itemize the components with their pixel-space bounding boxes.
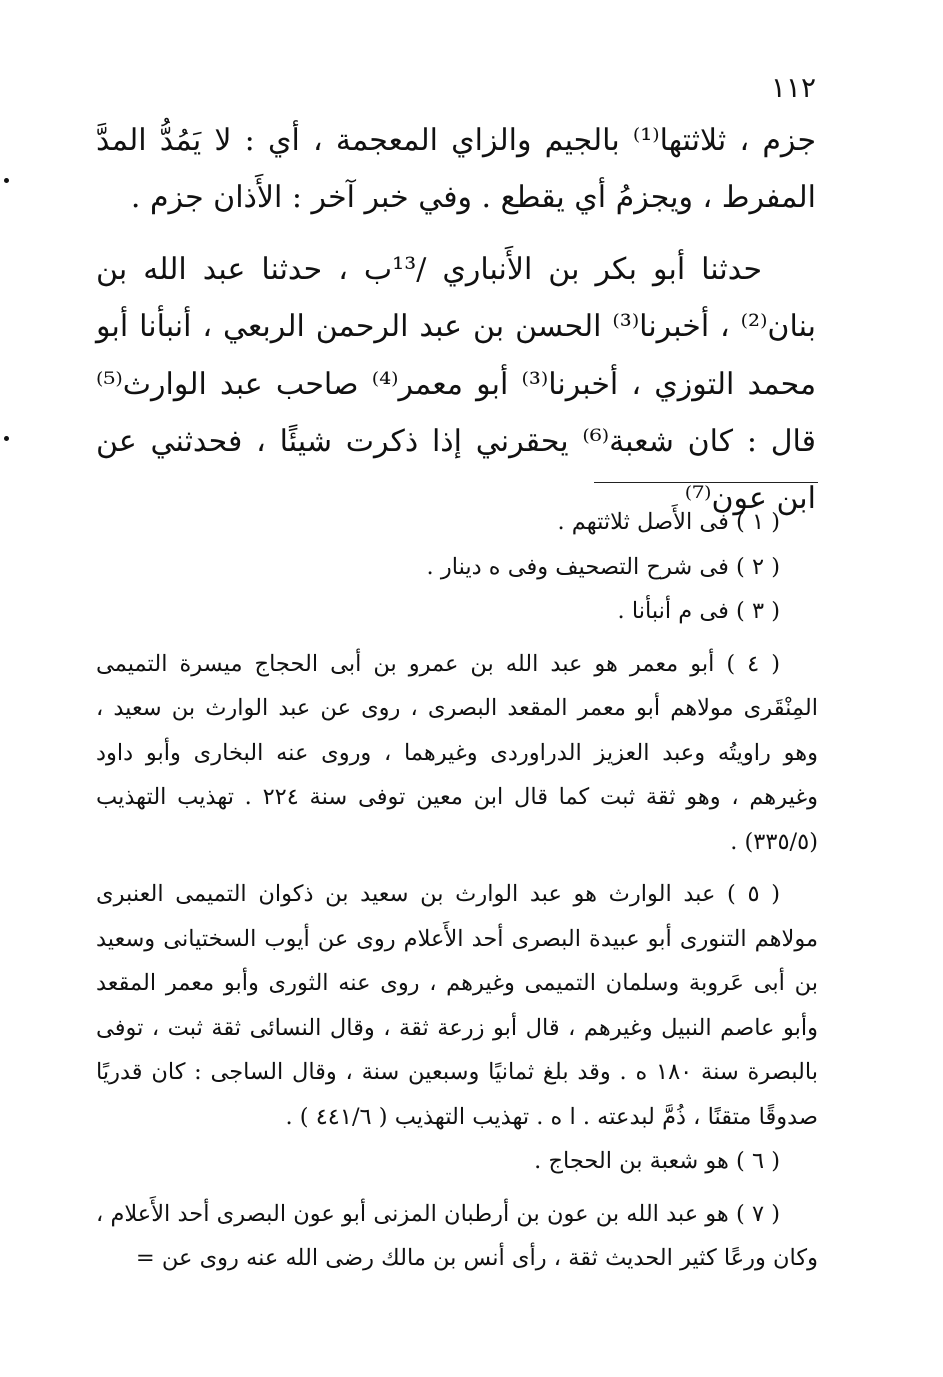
footnotes bbox=[96, 500, 818, 1281]
scan-mark bbox=[4, 436, 9, 441]
main-paragraph: حدثنا أبو بكر بن الأَنباري /¹³ب ، حدثنا عبد الله بن بنان⁽²⁾ ، أخبرنا⁽³⁾ الحسن بن عبد الرحمن الربعي ، أنبأنا أبو محمد التوزي ، أخبرنا⁽³⁾ أبو معمر⁽⁴⁾ صاحب عبد الوارث⁽⁵⁾ قال : كان شعبة⁽⁶⁾ يحقرني إذا ذكرت شيئًا ، فحدثني عن ابن عون⁽⁷⁾ bbox=[96, 251, 817, 517]
footnote-1: ( ١ ) فى الأَصل ثلاثتهم . bbox=[557, 509, 780, 535]
footnote-7: ( ٧ ) هو عبد الله بن عون بن أرطبان المزنى أبو عون البصرى أحد الأَعلام ، وكان ورعًا كثير الحديث ثقة ، رأى أنس بن مالك رضى الله عنه روى عن = bbox=[96, 1200, 818, 1271]
scan-mark bbox=[4, 178, 9, 183]
main-paragraph: جزم ، ثلاثتها⁽¹⁾ بالجيم والزاي المعجمة ، أي : لا يَمُدُّ المدَّ المفرط ، ويجزمُ أي يقطع . وفي خبر آخر : الأَذان جزم . bbox=[96, 123, 816, 216]
footnote-4: ( ٤ ) أبو معمر هو عبد الله بن عمرو بن أبى الحجاج ميسرة التميمى المِنْقَرى مولاهم أبو معمر المقعد البصرى ، روى عن عبد الوارث بن سعيد ، وهو راويتُه وعبد العزيز الدراوردى وغيرهما ، وروى عنه البخارى وأبو داود وغيرهم ، وهو ثقة ثبت كما قال ابن معين توفى سنة ٢٢٤ . تهذيب التهذيب (٣٣٥/٥) . bbox=[96, 650, 819, 855]
footnote-separator bbox=[594, 482, 818, 483]
footnote-5: ( ٥ ) عبد الوارث هو عبد الوارث بن سعيد بن ذكوان التميمى العنبرى مولاهم التنورى أبو عبيدة البصرى أحد الأَعلام روى عن أيوب السختيانى وسعيد بن أبى عَروبة وسلمان التميمى وغيرهم ، روى عنه الثورى وأبو معمر المقعد وأبو عاصم النبيل وغيرهم ، قال أبو زرعة ثقة ، وقال النسائى ثقة ثبت ، توفى بالبصرة سنة ١٨٠ ه . وقد بلغ ثمانيًا وسبعين سنة ، وقال الساجى : كان قدريًا صدوقًا متقنًا ، ذُمَّ لبدعته . ا ه . تهذيب التهذيب ( ٤٤١/٦ ) . bbox=[96, 881, 818, 1130]
footnote-3: ( ٣ ) فى م أنبأنا . bbox=[617, 598, 780, 624]
page-number: ١١٢ bbox=[770, 71, 816, 104]
footnote-2: ( ٢ ) فى شرح التصحيف وفى ه دينار . bbox=[426, 553, 780, 580]
main-text bbox=[96, 112, 816, 528]
footnote-6: ( ٦ ) هو شعبة بن الحجاج . bbox=[534, 1148, 780, 1174]
